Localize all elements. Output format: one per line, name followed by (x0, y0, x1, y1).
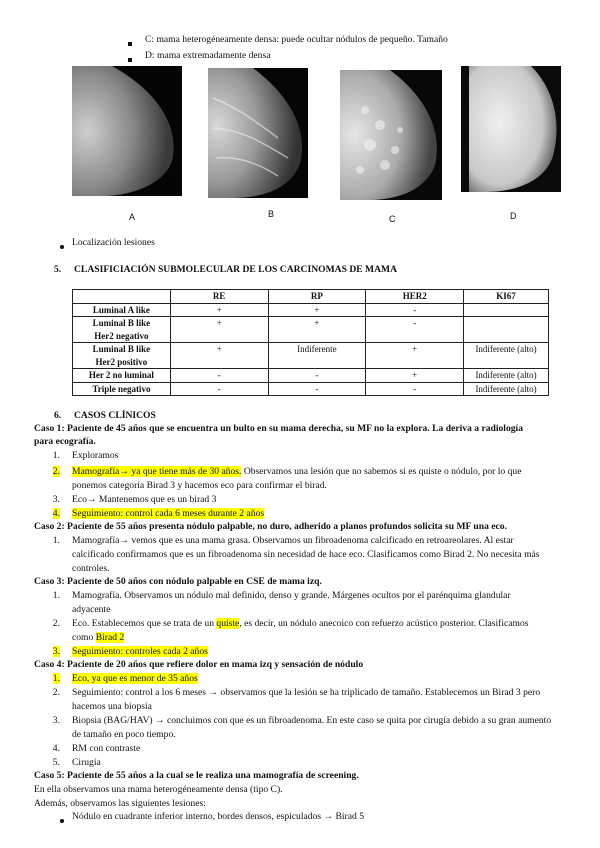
bullet-marker (60, 241, 64, 252)
case-4-item-3-cont: de tamaño en poco tiempo. (72, 729, 176, 740)
table-header-row (73, 290, 549, 304)
mammogram-a-label: A (129, 212, 136, 222)
table-cell: + (170, 303, 268, 317)
table-cell: + (268, 303, 366, 317)
table-row (73, 303, 549, 317)
case-1-item-2-cont: ponemos categoría Birad 3 y hacemos eco para confirmar el birad. (72, 480, 327, 491)
table-row-header: Her 2 no luminal (73, 369, 171, 383)
table-cell: + (170, 317, 268, 343)
table-header (73, 290, 171, 304)
section-5-number: 5. (54, 264, 62, 275)
table-row-header: Triple negativo (73, 382, 171, 396)
case-4-item-5: Cirugía (72, 757, 101, 768)
table-cell: Indiferente (alto) (464, 382, 549, 396)
table-cell: - (268, 382, 366, 396)
density-bullet-d: D: mama extremadamente densa (145, 50, 271, 61)
case-4-item-2: Seguimiento: control a los 6 meses → observamos que la lesión se ha triplicado de tamaño. Establecemos un Birad 3 pero (72, 687, 541, 698)
case-1-title: Caso 1: Paciente de 45 años que se encuentra un bulto en su mama derecha, su MF no la explora. La deriva a radiología (34, 423, 524, 434)
list-number: 3. (52, 646, 60, 657)
table-row-header: Luminal B like Her2 negativo (73, 317, 171, 343)
list-number: 2. (52, 466, 60, 477)
section-6-title: CASOS CLÍNICOS (74, 410, 156, 421)
case-4-item-3: Biopsia (BAG/HAV) → concluimos con que es un fibroadenoma. En este caso se quita por cirugía debido a su gran aumento (72, 715, 552, 726)
case-1-item-3: Eco→ Mantenemos que es un birad 3 (72, 494, 217, 505)
table-cell: - (268, 369, 366, 383)
mammogram-c-image (340, 70, 442, 200)
case-5-line-1: En ella observamos una mama heterogéneamente densa (tipo C). (34, 784, 283, 795)
section-6-number: 6. (54, 410, 62, 421)
table-cell (464, 317, 549, 343)
case-4-title: Caso 4: Paciente de 20 años que refiere dolor en mama izq y sensación de nódulo (34, 659, 364, 670)
list-number: 1. (52, 673, 60, 684)
list-number: 5. (52, 757, 60, 768)
case-1-item-2: Mamografía→ ya que tiene más de 30 años. Observamos una lesión que no sabemos si es quiste o nódulo, por lo que (72, 466, 522, 477)
list-number: 1. (52, 535, 60, 546)
case-2-item-1-cont2: controles. (72, 563, 110, 574)
mammogram-d-image (461, 66, 561, 192)
molecular-subtype-table (72, 289, 549, 396)
table-cell: - (366, 382, 464, 396)
bullet-marker (128, 54, 132, 65)
case-4-item-1: Eco, ya que es menor de 35 años (72, 673, 198, 684)
mammogram-d-label: D (510, 211, 517, 221)
table-cell: + (268, 317, 366, 343)
table-cell: Indiferente (alto) (464, 369, 549, 383)
table-cell: + (170, 343, 268, 369)
table-cell: Indiferente (alto) (464, 343, 549, 369)
case-5-title: Caso 5: Paciente de 55 años a la cual se le realiza una mamografía de screening. (34, 770, 359, 781)
mammogram-c-label: C (389, 214, 396, 224)
table-row-header: Luminal A like (73, 303, 171, 317)
case-2-item-1: Mamografía→ vemos que es una mama grasa. Observamos un fibroadenoma calcificado en retroareolares. Al estar (72, 535, 514, 546)
table-cell: - (170, 369, 268, 383)
mammogram-b-label: B (268, 209, 275, 219)
table-row (73, 382, 549, 396)
table-cell: Indiferente (268, 343, 366, 369)
list-number: 3. (52, 494, 60, 505)
list-number: 4. (52, 508, 60, 519)
mammogram-b-image (208, 68, 308, 198)
table-row-header: Luminal B like Her2 positivo (73, 343, 171, 369)
list-number: 1. (52, 590, 60, 601)
table-row (73, 343, 549, 369)
list-number: 2. (52, 687, 60, 698)
localization-bullet: Localización lesiones (72, 237, 155, 248)
table-cell: + (366, 369, 464, 383)
density-bullet-c: C: mama heterogéneamente densa: puede ocultar nódulos de pequeño. Tamaño (145, 34, 448, 45)
table-header: KI67 (464, 290, 549, 304)
table-row (73, 369, 549, 383)
table-cell: - (366, 303, 464, 317)
case-3-item-2: Eco. Establecemos que se trata de un quiste, es decir, un nódulo anecoico con refuerzo acústico posterior. Clasificamos (72, 618, 529, 629)
table-header: RP (268, 290, 366, 304)
case-3-item-2-cont: como Birad 2 (72, 632, 125, 643)
table-cell: + (366, 343, 464, 369)
case-1-item-4: Seguimiento: control cada 6 meses durante 2 años (72, 508, 265, 519)
case-2-item-1-cont: calcificado confirmamos que es un fibroadenoma sin necesidad de hace eco. Clasificamos como Birad 2. No necesita más (72, 549, 540, 560)
case-3-title: Caso 3: Paciente de 50 años con nódulo palpable en CSE de mama izq. (34, 576, 322, 587)
mammogram-a-image (72, 66, 182, 196)
case-5-line-2: Además, observamos las siguientes lesiones: (34, 798, 206, 809)
case-3-item-3: Seguimiento: controles cada 2 años (72, 646, 208, 657)
case-3-item-1: Mamografía. Observamos un nódulo mal definido, denso y grande. Márgenes ocultos por el parénquima glandular (72, 590, 511, 601)
case-5-bullet-1: Nódulo en cuadrante inferior interno, bordes densos, espiculados → Birad 5 (72, 811, 365, 822)
list-number: 4. (52, 743, 60, 754)
case-1-item-1: Exploramos (72, 450, 119, 461)
list-number: 2. (52, 618, 60, 629)
table-header: HER2 (366, 290, 464, 304)
list-number: 1. (52, 450, 60, 461)
table-header: RE (170, 290, 268, 304)
list-number: 3. (52, 715, 60, 726)
case-1-title-cont: para ecografía. (34, 436, 96, 447)
case-2-title: Caso 2: Paciente de 55 años presenta nódulo palpable, no duro, adherido a planos profundos solicita su MF una eco. (34, 521, 508, 532)
case-4-item-4: RM con contraste (72, 743, 141, 754)
case-4-item-2-cont: hacemos una biopsia (72, 701, 152, 712)
bullet-marker (128, 38, 132, 49)
bullet-marker (60, 815, 64, 826)
table-row (73, 317, 549, 343)
table-cell: - (366, 317, 464, 343)
table-cell: - (170, 382, 268, 396)
section-5-title: CLASIFICIACIÓN SUBMOLECULAR DE LOS CARCINOMAS DE MAMA (74, 264, 398, 275)
table-cell (464, 303, 549, 317)
case-3-item-1-cont: adyacente (72, 604, 111, 615)
